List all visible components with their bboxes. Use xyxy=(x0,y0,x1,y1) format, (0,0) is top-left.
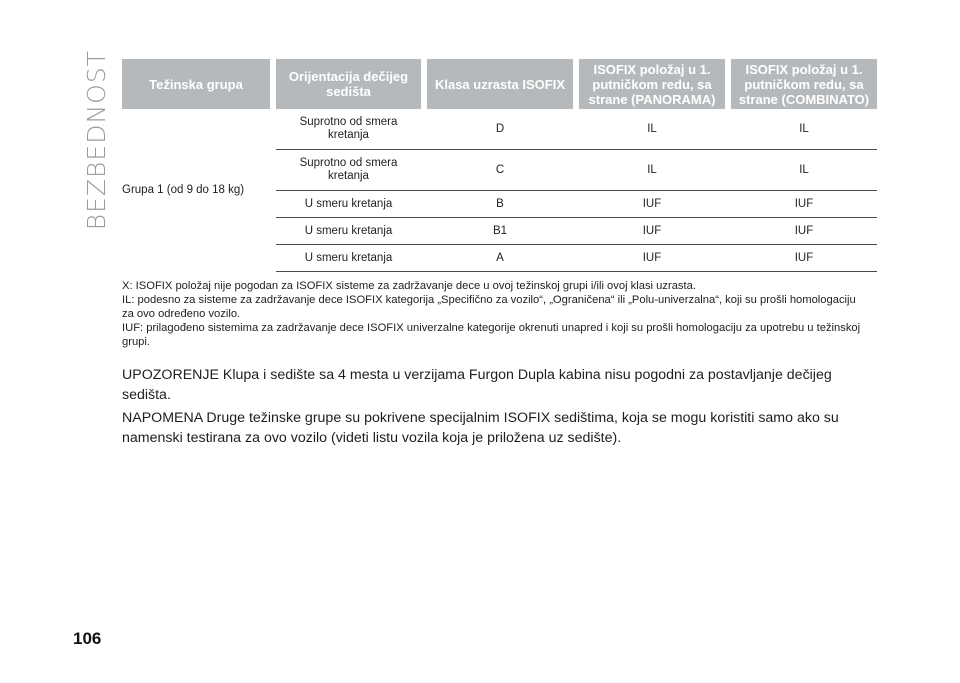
note-iuf: IUF: prilagođeno sistemima za zadržavanje dece ISOFIX univerzalne kategorije okrenuti unapred i koji su prošli homologaciju za upotrebu u težinskoj grupi. xyxy=(122,322,861,348)
table-header-row xyxy=(122,59,877,109)
header-isofix-class: Klasa uzrasta ISOFIX xyxy=(427,59,573,109)
note-il: IL: podesno za sisteme za zadržavanje dece ISOFIX kategorija „Specifično za vozilo“, „Ograničena“ ili „Polu-univerzalna“, koji su prošli homologaciju za ovo određeno vozilo. xyxy=(122,294,856,320)
orientation-cell: U smeru kretanja xyxy=(276,218,421,245)
combinato-cell: IUF xyxy=(731,191,877,218)
combinato-cell: IL xyxy=(731,150,877,191)
class-cell: A xyxy=(427,245,573,272)
combinato-cell: IUF xyxy=(731,245,877,272)
class-cell: B1 xyxy=(427,218,573,245)
class-cell: D xyxy=(427,109,573,150)
panorama-cell: IUF xyxy=(579,218,725,245)
section-title-vertical: BEZBEDNOST xyxy=(82,50,111,231)
header-position-panorama: ISOFIX položaj u 1. putničkom redu, sa strane (PANORAMA) xyxy=(579,59,725,109)
weight-group-cell: Grupa 1 (od 9 do 18 kg) xyxy=(122,183,245,196)
header-seat-orientation: Orijentacija dečijeg sedišta xyxy=(276,59,421,109)
panorama-cell: IL xyxy=(579,150,725,191)
isofix-table xyxy=(122,59,877,272)
class-cell: B xyxy=(427,191,573,218)
combinato-cell: IL xyxy=(731,109,877,150)
header-position-combinato: ISOFIX položaj u 1. putničkom redu, sa strane (COMBINATO) xyxy=(731,59,877,109)
header-weight-group: Težinska grupa xyxy=(122,59,270,109)
orientation-cell: Suprotno od smera kretanja xyxy=(276,109,421,150)
panorama-cell: IUF xyxy=(579,191,725,218)
panorama-cell: IL xyxy=(579,109,725,150)
orientation-cell: Suprotno od smera kretanja xyxy=(276,150,421,191)
orientation-cell: U smeru kretanja xyxy=(276,191,421,218)
table-row xyxy=(122,109,877,150)
combinato-cell: IUF xyxy=(731,218,877,245)
table-notes xyxy=(122,279,862,349)
panorama-cell: IUF xyxy=(579,245,725,272)
note-x: X: ISOFIX položaj nije pogodan za ISOFIX sisteme za zadržavanje dece u ovoj težinskoj grupi i/ili ovoj klasi uzrasta. xyxy=(122,280,696,292)
orientation-cell: U smeru kretanja xyxy=(276,245,421,272)
page-number: 106 xyxy=(73,629,102,648)
class-cell: C xyxy=(427,150,573,191)
note-paragraph: NAPOMENA Druge težinske grupe su pokrivene specijalnim ISOFIX sedištima, koja se mogu koristiti samo ako su namenski testirana za ovo vozilo (videti listu vozila koja je priložena uz sedište). xyxy=(122,410,839,446)
warning-paragraph: UPOZORENJE Klupa i sedište sa 4 mesta u verzijama Furgon Dupla kabina nisu pogodni za postavljanje dečijeg sedišta. xyxy=(122,367,832,403)
